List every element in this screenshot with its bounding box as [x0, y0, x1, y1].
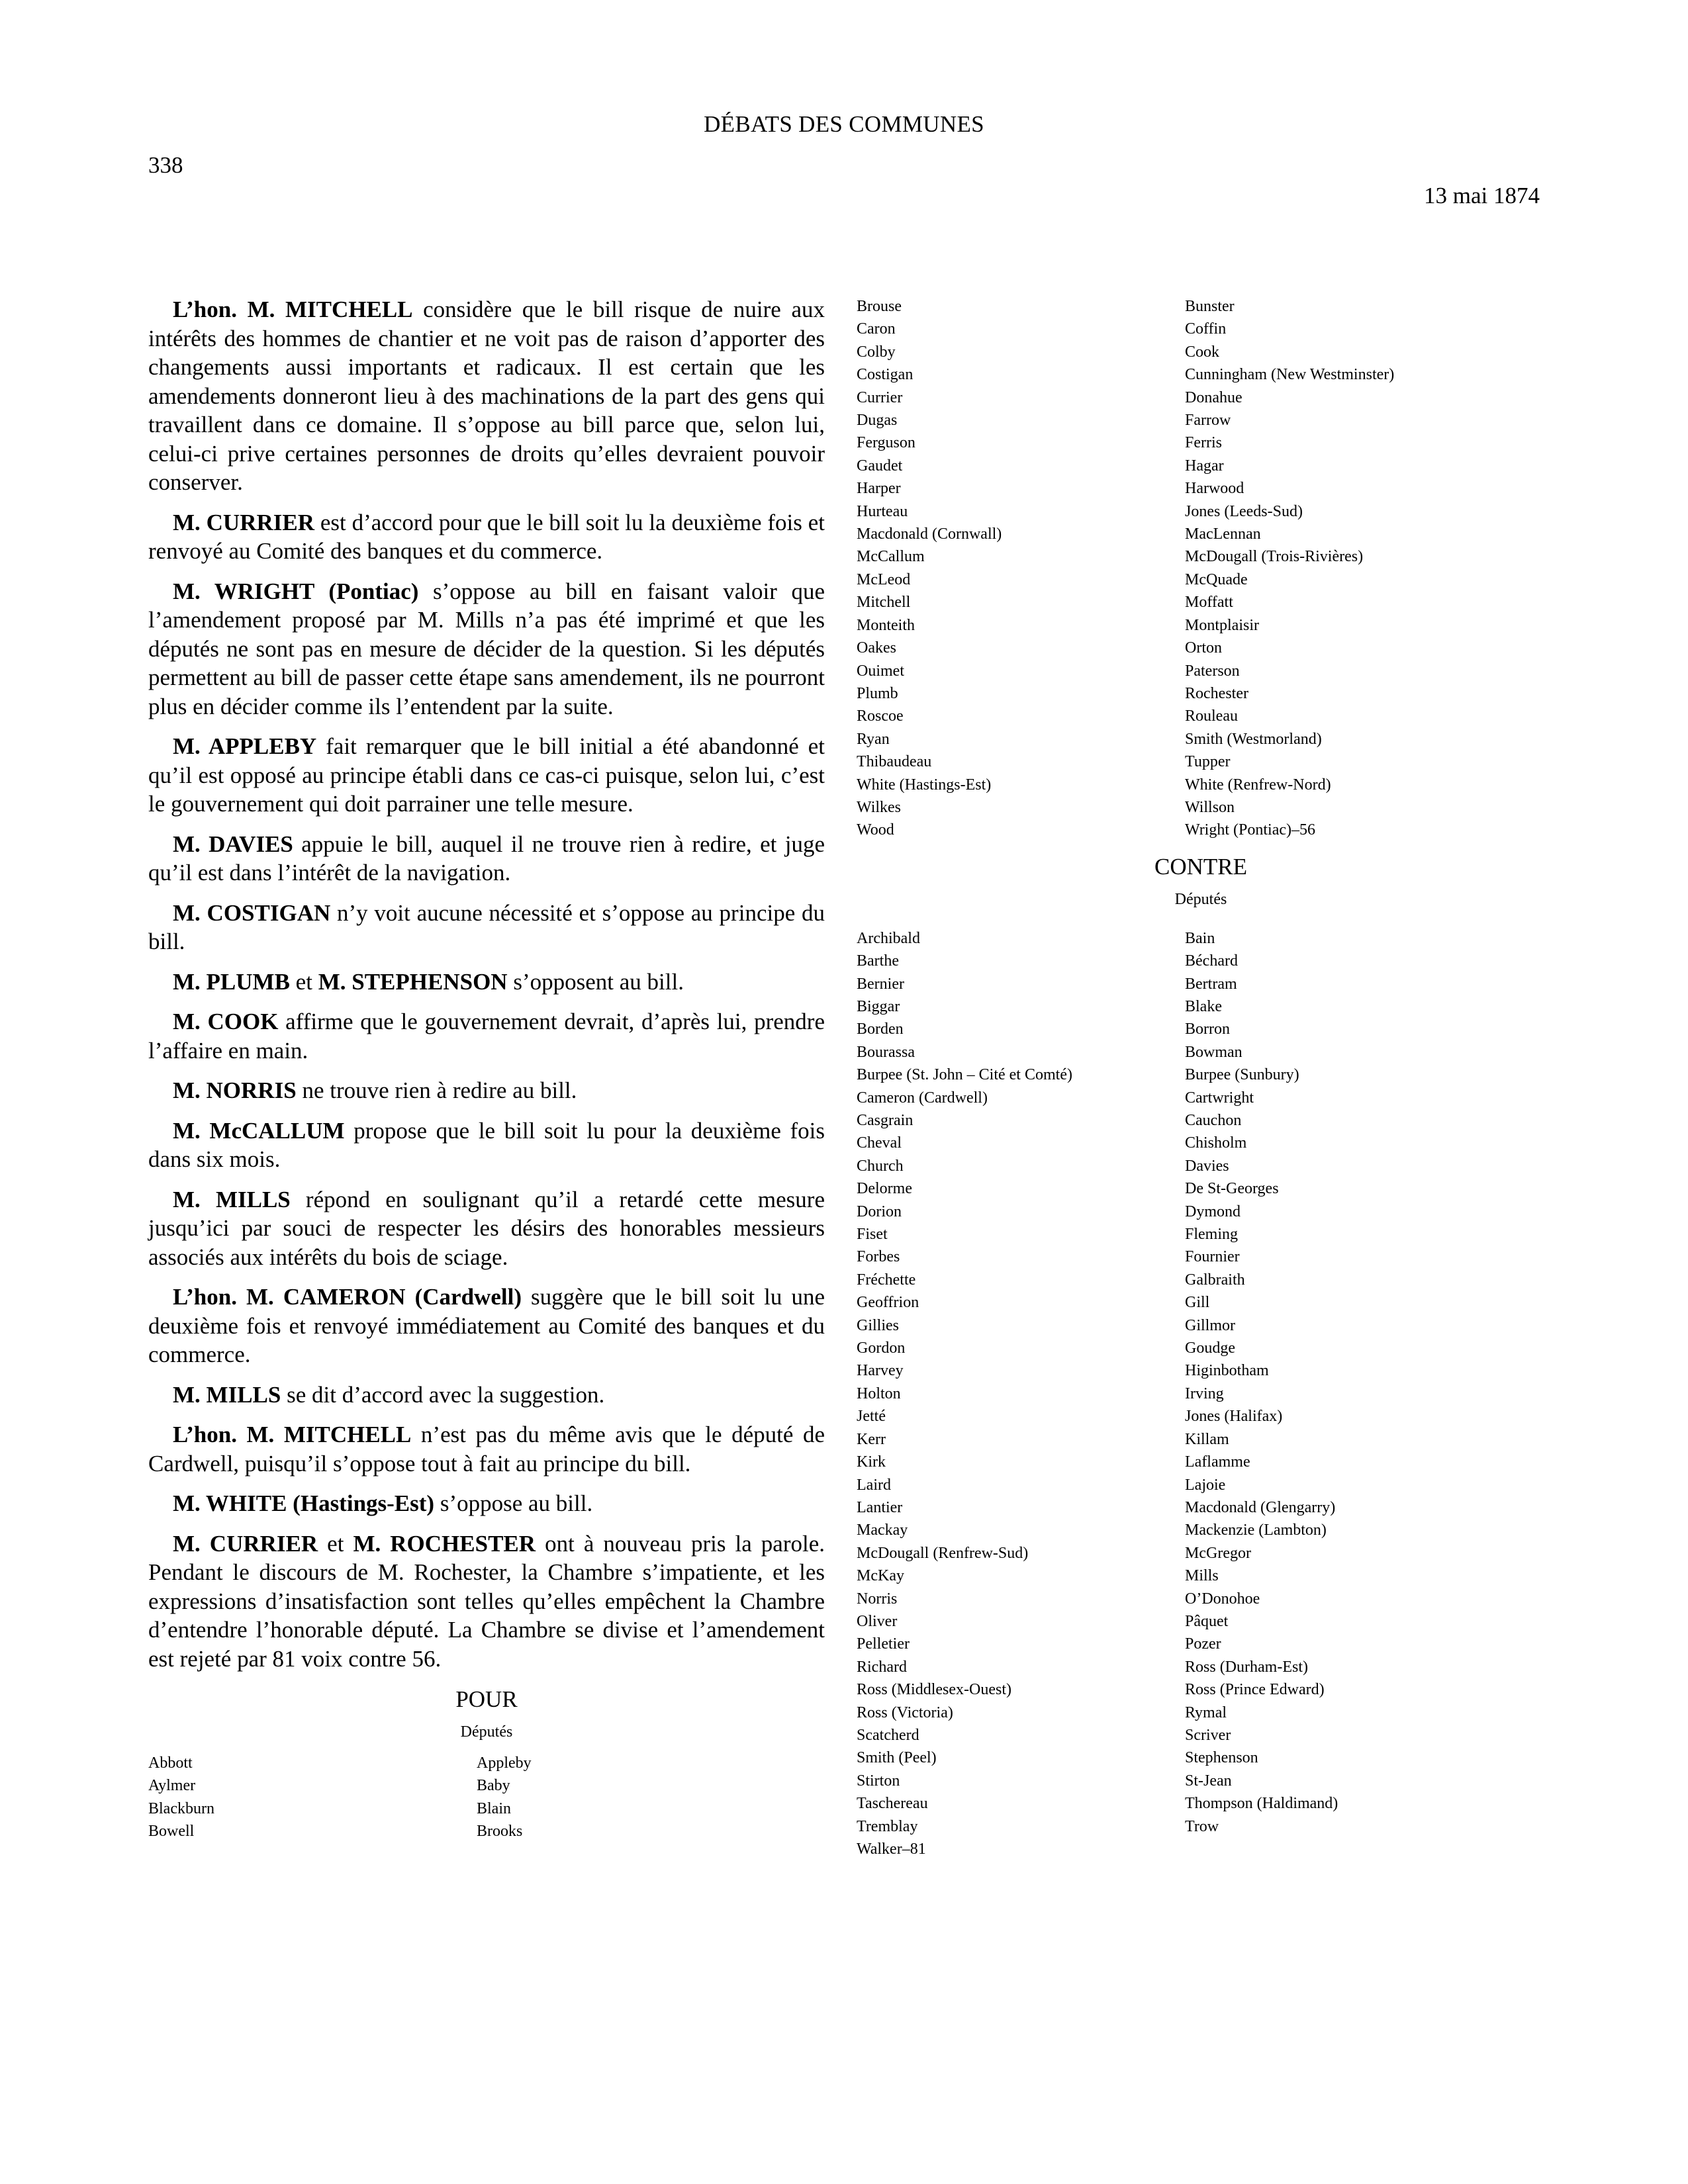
member-name: Harvey	[857, 1362, 904, 1380]
member-name: Bowman	[1185, 1043, 1243, 1061]
member-name: Tupper	[1185, 753, 1231, 771]
member-name: Mitchell	[857, 594, 911, 612]
member-name: Brooks	[477, 1823, 523, 1841]
member-name: Davies	[1185, 1157, 1229, 1175]
member-name: Mackay	[857, 1522, 908, 1539]
member-name: Blain	[477, 1799, 511, 1817]
member-name: Thompson (Haldimand)	[1185, 1795, 1338, 1813]
pour-subheading: Députés	[460, 1723, 513, 1741]
speaker-name: M. MILLS	[173, 1381, 281, 1408]
page-date: 13 mai 1874	[1424, 183, 1540, 208]
paragraph-text: n’est pas du même avis que le député de Cardwell, puisqu’il s’oppose tout à fait au principe du bill.	[148, 1422, 825, 1477]
member-name: Bunster	[1185, 298, 1235, 315]
member-name: McCallum	[857, 548, 925, 566]
connector-text: et	[318, 1530, 353, 1557]
member-name: Macdonald (Glengarry)	[1185, 1498, 1336, 1516]
member-name: Walker–81	[857, 1841, 926, 1858]
member-name: Abbott	[148, 1754, 193, 1772]
speaker-name: M. CURRIER	[173, 1530, 318, 1557]
member-name: Costigan	[857, 366, 914, 384]
member-name: Cunningham (New Westminster)	[1185, 366, 1395, 384]
member-name: Currier	[857, 388, 903, 406]
member-name: Roscoe	[857, 707, 904, 725]
member-name: Ryan	[857, 730, 890, 748]
member-name: Blake	[1185, 997, 1222, 1015]
member-name: Bourassa	[857, 1043, 915, 1061]
member-name: Holton	[857, 1385, 901, 1402]
member-name: Gill	[1185, 1294, 1210, 1312]
member-name: McQuade	[1185, 570, 1248, 588]
member-name: Harwood	[1185, 480, 1244, 498]
member-name: Farrow	[1185, 412, 1231, 430]
member-name: Ouimet	[857, 662, 904, 680]
speaker-name: L’hon. M. CAMERON (Cardwell)	[173, 1284, 522, 1310]
debate-column	[148, 295, 825, 1843]
paragraph-text: s’oppose au bill en faisant valoir que l’amendement proposé par M. Mills n’a pas été imprimé et que les députés ne sont pas en mesure de décider de la question. Si les députés permettent au bill de passer cette étape sans amendement, ils ne pourront plus en décider comme ils l’entendent par la suite.	[148, 578, 825, 719]
pour-names-right	[857, 295, 1545, 842]
speaker-name: M. DAVIES	[173, 831, 293, 857]
member-name: McKay	[857, 1567, 904, 1585]
member-name: Fréchette	[857, 1271, 916, 1289]
member-name: Ross (Prince Edward)	[1185, 1681, 1325, 1699]
member-name: Fiset	[857, 1226, 888, 1244]
paragraph	[148, 1116, 825, 1174]
member-name: Thibaudeau	[857, 753, 932, 771]
member-name: Baby	[477, 1777, 510, 1795]
member-name: Mills	[1185, 1567, 1219, 1585]
paragraph	[148, 968, 825, 997]
member-name: Rouleau	[1185, 707, 1238, 725]
speaker-name: M. MILLS	[173, 1186, 291, 1212]
member-name: Cauchon	[1185, 1112, 1242, 1129]
pour-left-col1	[148, 1752, 477, 1843]
member-name: McDougall (Trois-Rivières)	[1185, 548, 1364, 566]
member-name: Smith (Peel)	[857, 1749, 937, 1767]
member-name: White (Hastings-Est)	[857, 776, 992, 794]
contre-names	[857, 927, 1545, 1861]
member-name: Dorion	[857, 1203, 902, 1220]
member-name: Bowell	[148, 1823, 195, 1841]
paragraph	[148, 1489, 825, 1518]
member-name: Moffatt	[1185, 594, 1233, 612]
member-name: Ross (Victoria)	[857, 1704, 953, 1721]
speaker-name: M. COOK	[173, 1009, 279, 1034]
paragraph	[148, 1381, 825, 1410]
member-name: Archibald	[857, 929, 920, 947]
member-name: Brouse	[857, 298, 902, 315]
member-name: Béchard	[1185, 952, 1238, 970]
member-name: McDougall (Renfrew-Sud)	[857, 1544, 1029, 1562]
member-name: Barthe	[857, 952, 899, 970]
member-name: O’Donohoe	[1185, 1590, 1260, 1608]
member-name: Gillmor	[1185, 1316, 1235, 1334]
vote-column	[857, 295, 1545, 1860]
member-name: Orton	[1185, 639, 1222, 657]
member-name: Smith (Westmorland)	[1185, 730, 1322, 748]
member-name: Burpee (Sunbury)	[1185, 1066, 1299, 1084]
member-name: Rochester	[1185, 684, 1248, 702]
paragraph-text: ne trouve rien à redire au bill.	[296, 1077, 577, 1103]
member-name: Scatcherd	[857, 1726, 919, 1744]
member-name: St-Jean	[1185, 1772, 1232, 1790]
member-name: Bernier	[857, 975, 904, 993]
paragraph-text: s’oppose au bill.	[434, 1490, 593, 1516]
member-name: Killam	[1185, 1430, 1229, 1448]
member-name: Blackburn	[148, 1799, 214, 1817]
member-name: Scriver	[1185, 1726, 1231, 1744]
member-name: Fleming	[1185, 1226, 1239, 1244]
member-name: Chisholm	[1185, 1134, 1247, 1152]
paragraph-text: est d’accord pour que le bill soit lu la deuxième fois et renvoyé au Comité des banques et du commerce.	[148, 509, 825, 564]
member-name: White (Renfrew-Nord)	[1185, 776, 1331, 794]
paragraph	[148, 1007, 825, 1065]
paragraph-text: se dit d’accord avec la suggestion.	[281, 1381, 605, 1408]
member-name: Plumb	[857, 684, 898, 702]
member-name: Borden	[857, 1021, 904, 1038]
pour-heading-block	[148, 1686, 825, 1741]
member-name: MacLennan	[1185, 525, 1261, 543]
member-name: Cook	[1185, 343, 1220, 361]
member-name: Tremblay	[857, 1817, 918, 1835]
member-name: Lantier	[857, 1498, 903, 1516]
paragraph	[148, 1076, 825, 1105]
pour-heading: POUR	[455, 1686, 518, 1712]
member-name: Wright (Pontiac)–56	[1185, 821, 1315, 839]
speaker-name: M. CURRIER	[173, 509, 314, 535]
speaker-name: M. PLUMB	[173, 968, 290, 995]
paragraph	[148, 1283, 825, 1369]
member-name: Paterson	[1185, 662, 1240, 680]
pour-left-col2	[477, 1752, 821, 1843]
member-name: Mackenzie (Lambton)	[1185, 1522, 1327, 1539]
member-name: Stephenson	[1185, 1749, 1258, 1767]
pour-right-col2	[1185, 295, 1529, 842]
member-name: Oliver	[857, 1612, 898, 1630]
member-name: Taschereau	[857, 1795, 928, 1813]
paragraph	[148, 899, 825, 956]
speaker-name: L’hon. M. MITCHELL	[173, 1422, 412, 1447]
member-name: Laflamme	[1185, 1453, 1250, 1471]
paragraph-text: suggère que le bill soit lu une deuxième fois et renvoyé immédiatement au Comité des banques et du commerce.	[148, 1284, 825, 1367]
member-name: Hurteau	[857, 502, 908, 520]
member-name: Gordon	[857, 1340, 906, 1357]
member-name: Aylmer	[148, 1777, 196, 1795]
member-name: Willson	[1185, 798, 1235, 816]
paragraph	[148, 577, 825, 721]
contre-col1	[857, 927, 1185, 1861]
paragraph	[148, 830, 825, 887]
member-name: Wilkes	[857, 798, 902, 816]
member-name: Bain	[1185, 929, 1215, 947]
contre-subheading: Députés	[1174, 890, 1227, 908]
member-name: Pelletier	[857, 1635, 910, 1653]
member-name: Gaudet	[857, 457, 903, 475]
member-name: Gillies	[857, 1316, 899, 1334]
member-name: Dugas	[857, 412, 898, 430]
member-name: Jetté	[857, 1408, 886, 1426]
member-name: Harper	[857, 480, 901, 498]
member-name: Goudge	[1185, 1340, 1235, 1357]
member-name: Ferris	[1185, 434, 1222, 452]
member-name: Galbraith	[1185, 1271, 1245, 1289]
member-name: Stirton	[857, 1772, 900, 1790]
paragraph-text: répond en soulignant qu’il a retardé cette mesure jusqu’ici par souci de respecter les désirs des honorables messieurs associés aux intérêts du bois de sciage.	[148, 1186, 825, 1270]
member-name: Geoffrion	[857, 1294, 919, 1312]
contre-heading: CONTRE	[1154, 853, 1247, 880]
paragraph-text: fait remarquer que le bill initial a été abandonné et qu’il est opposé au principe établi dans ce cas-ci puisque, selon lui, c’est le gouvernement qui doit parrainer une telle mesure.	[148, 733, 825, 817]
speaker-name: M. ROCHESTER	[353, 1530, 536, 1557]
member-name: McGregor	[1185, 1544, 1251, 1562]
member-name: Pozer	[1185, 1635, 1221, 1653]
page-number: 338	[148, 152, 183, 178]
member-name: De St-Georges	[1185, 1180, 1279, 1198]
member-name: Monteith	[857, 616, 915, 634]
member-name: Ferguson	[857, 434, 915, 452]
member-name: Borron	[1185, 1021, 1230, 1038]
member-name: Oakes	[857, 639, 896, 657]
paragraph-text: propose que le bill soit lu pour la deuxième fois dans six mois.	[148, 1117, 825, 1172]
speaker-name: L’hon. M. MITCHELL	[173, 296, 413, 322]
speaker-name: M. NORRIS	[173, 1077, 297, 1103]
paragraph-text: s’opposent au bill.	[507, 968, 684, 995]
member-name: Rymal	[1185, 1704, 1227, 1721]
paragraph-text: appuie le bill, auquel il ne trouve rien à redire, et juge qu’il est dans l’intérêt de la navigation.	[148, 831, 825, 886]
member-name: Cartwright	[1185, 1089, 1254, 1107]
member-name: Coffin	[1185, 320, 1227, 338]
paragraph-text: affirme que le gouvernement devrait, d’après lui, prendre l’affaire en main.	[148, 1009, 825, 1064]
member-name: Donahue	[1185, 388, 1243, 406]
member-name: Casgrain	[857, 1112, 914, 1129]
member-name: Kirk	[857, 1453, 886, 1471]
paragraph	[148, 1185, 825, 1272]
member-name: Dymond	[1185, 1203, 1241, 1220]
member-name: Forbes	[857, 1248, 900, 1266]
member-name: Church	[857, 1157, 904, 1175]
member-name: Irving	[1185, 1385, 1224, 1402]
member-name: Bertram	[1185, 975, 1237, 993]
pour-right-col1	[857, 295, 1185, 842]
speaker-name: M. McCALLUM	[173, 1117, 345, 1144]
paragraph-text: ont à nouveau pris la parole. Pendant le discours de M. Rochester, la Chambre s’impatiente, et les expressions d’insatisfaction sont telles qu’elles empêchent la Chambre d’entendre l’honorable député. La Chambre se divise et l’amendement est rejeté par 81 voix contre 56.	[148, 1530, 825, 1672]
speaker-name: M. WHITE (Hastings-Est)	[173, 1490, 435, 1516]
member-name: Caron	[857, 320, 896, 338]
speaker-name: M. WRIGHT (Pontiac)	[173, 578, 419, 604]
member-name: Delorme	[857, 1180, 912, 1198]
pour-names-left	[148, 1752, 825, 1843]
member-name: Kerr	[857, 1430, 886, 1448]
member-name: Appleby	[477, 1754, 532, 1772]
member-name: McLeod	[857, 570, 911, 588]
member-name: Macdonald (Cornwall)	[857, 525, 1002, 543]
member-name: Ross (Middlesex-Ouest)	[857, 1681, 1011, 1699]
paragraph-text: considère que le bill risque de nuire aux intérêts des hommes de chantier et ne voit pas de raison d’apporter des changements aussi importants et radicaux. Il est certain que les amendements donneront lieu à des machinations de la part des gens qui travaillent dans ce domaine. Il s’oppose au bill parce que, selon lui, celui-ci prive certaines personnes de droits qu’elles devraient pouvoir conserver.	[148, 296, 825, 495]
member-name: Trow	[1185, 1817, 1219, 1835]
member-name: Cheval	[857, 1134, 902, 1152]
member-name: Lajoie	[1185, 1476, 1226, 1494]
paragraph	[148, 508, 825, 566]
member-name: Hagar	[1185, 457, 1224, 475]
member-name: Burpee (St. John – Cité et Comté)	[857, 1066, 1072, 1084]
speaker-name: M. STEPHENSON	[318, 968, 508, 995]
member-name: Colby	[857, 343, 896, 361]
member-name: Montplaisir	[1185, 616, 1259, 634]
member-name: Laird	[857, 1476, 891, 1494]
member-name: Jones (Halifax)	[1185, 1408, 1283, 1426]
paragraph	[148, 295, 825, 497]
member-name: Norris	[857, 1590, 898, 1608]
member-name: Wood	[857, 821, 894, 839]
member-name: Ross (Durham-Est)	[1185, 1658, 1308, 1676]
member-name: Richard	[857, 1658, 907, 1676]
contre-col2	[1185, 927, 1529, 1861]
running-head: DÉBATS DES COMMUNES	[704, 111, 984, 137]
member-name: Pâquet	[1185, 1612, 1229, 1630]
member-name: Higinbotham	[1185, 1362, 1269, 1380]
member-name: Biggar	[857, 997, 900, 1015]
speaker-name: M. COSTIGAN	[173, 899, 331, 926]
connector-text: et	[289, 968, 318, 995]
paragraph	[148, 732, 825, 819]
speaker-name: M. APPLEBY	[173, 733, 317, 759]
member-name: Jones (Leeds-Sud)	[1185, 502, 1303, 520]
member-name: Cameron (Cardwell)	[857, 1089, 988, 1107]
paragraph	[148, 1420, 825, 1478]
paragraph-text: n’y voit aucune nécessité et s’oppose au principe du bill.	[148, 899, 825, 954]
member-name: Fournier	[1185, 1248, 1240, 1266]
paragraph	[148, 1529, 825, 1674]
